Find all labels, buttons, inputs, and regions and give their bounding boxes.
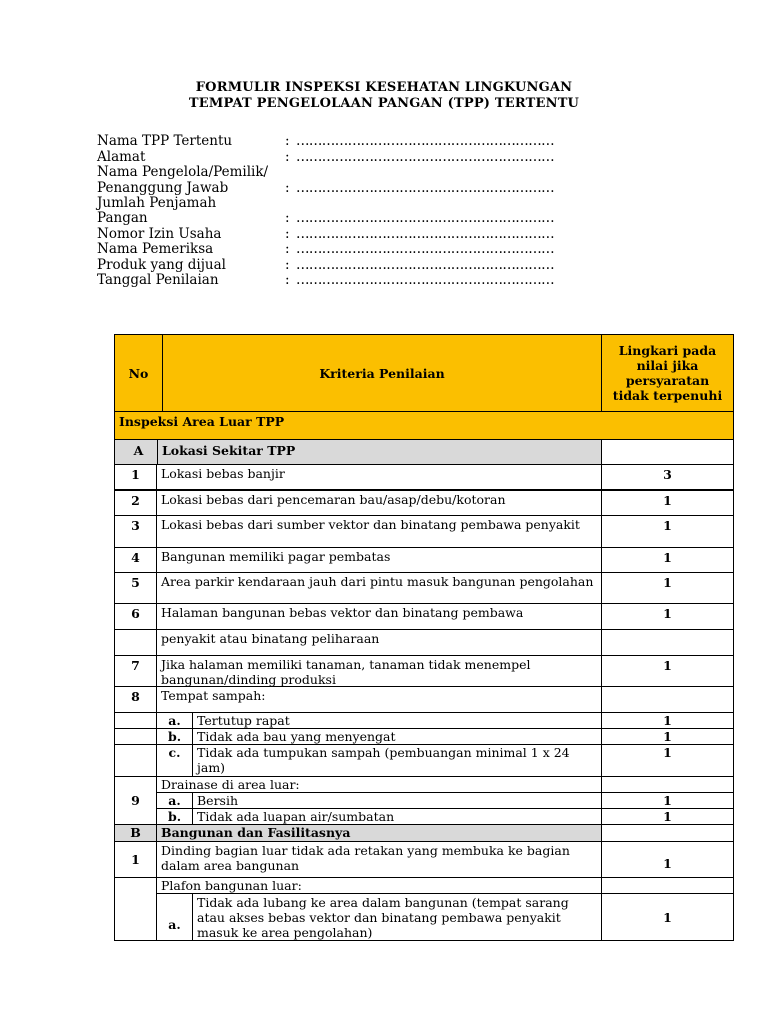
row-score [601,629,734,656]
row-plafon-a-letter: a. [156,893,193,941]
field-label: Nama Pengelola/Pemilik/ [97,164,269,180]
sub-row-no [114,712,157,729]
row-no: 8 [114,686,157,713]
sub-row-score: 1 [601,808,734,825]
row-criteria: Lokasi bebas dari pencemaran bau/asap/debu/kotoran [156,490,602,516]
row-score: 1 [601,515,734,548]
sub-row-no [114,728,157,745]
field-colon: : [285,149,290,165]
group-b-code: B [114,824,157,842]
sub-row-score: 1 [601,728,734,745]
row-9-no: 9 [114,776,157,825]
row-no [114,629,157,656]
sub-row-text: Tertutup rapat [192,712,602,729]
row-score: 1 [601,572,734,604]
row-score [601,686,734,713]
row-no: 4 [114,547,157,573]
group-a-title: Lokasi Sekitar TPP [157,439,602,465]
field-label: Jumlah Penjamah [97,195,217,211]
sub-row-letter: a. [156,712,193,729]
row-9-text: Drainase di area luar: [156,776,602,793]
field-label: Nomor Izin Usaha [97,226,222,242]
field-label: Nama Pemeriksa [97,241,214,257]
row-b1-text: Dinding bagian luar tidak ada retakan yang membuka ke bagian dalam area bangunan [156,841,602,878]
field-dots: …………………………………………………… [296,241,555,257]
row-criteria: Tempat sampah: [156,686,602,713]
field-dots: …………………………………………………… [296,149,555,165]
group-b-score [601,824,734,842]
field-dots: …………………………………………………… [296,133,555,149]
row-b1-no: 1 [114,841,157,878]
group-b-title: Bangunan dan Fasilitasnya [156,824,602,842]
row-score: 1 [601,490,734,516]
sub-row-score: 1 [601,792,734,809]
header-lingkari: Lingkari pada nilai jika persyaratan tidak terpenuhi [601,334,734,412]
field-colon: : [285,257,290,273]
row-criteria: Area parkir kendaraan jauh dari pintu masuk bangunan pengolahan [156,572,602,604]
sub-row-letter: a. [156,792,193,809]
row-b1-score: 1 [601,841,734,878]
field-label: Penanggung Jawab [97,180,229,196]
sub-row-letter: b. [156,808,193,825]
row-plafon-no [114,877,157,941]
row-criteria: Jika halaman memiliki tanaman, tanaman tidak menempel bangunan/dinding produksi [156,655,602,687]
sub-row-score: 1 [601,712,734,729]
field-colon: : [285,241,290,257]
row-no: 6 [114,603,157,630]
field-dots: …………………………………………………… [296,272,555,288]
sub-row-text: Tidak ada luapan air/sumbatan [192,808,602,825]
row-criteria: Bangunan memiliki pagar pembatas [156,547,602,573]
field-colon: : [285,210,290,226]
row-plafon-text: Plafon bangunan luar: [156,877,602,894]
field-colon: : [285,272,290,288]
sub-row-letter: c. [156,744,193,777]
group-a-score [601,439,734,465]
field-colon: : [285,226,290,242]
field-dots: …………………………………………………… [296,226,555,242]
sub-row-letter: b. [156,728,193,745]
field-dots: …………………………………………………… [296,210,555,226]
row-criteria: Halaman bangunan bebas vektor dan binatang pembawa [156,603,602,630]
form-title-line1: FORMULIR INSPEKSI KESEHATAN LINGKUNGAN [195,80,573,95]
field-dots: …………………………………………………… [296,180,555,196]
row-no: 2 [114,490,157,516]
row-plafon-a-text: Tidak ada lubang ke area dalam bangunan (tempat sarang atau akses bebas vektor dan binatang pembawa penyakit masuk ke area pengolahan) [192,893,602,941]
sub-row-score: 1 [601,744,734,777]
row-plafon-score [601,877,734,894]
field-dots: …………………………………………………… [296,257,555,273]
row-9-score [601,776,734,793]
sub-row-text: Tidak ada tumpukan sampah (pembuangan minimal 1 x 24 jam) [192,744,602,777]
field-label: Nama TPP Tertentu [97,133,233,149]
field-label: Tanggal Penilaian [97,272,219,288]
header-no: No [114,334,163,412]
section-area-luar: Inspeksi Area Luar TPP [114,411,734,440]
sub-row-text: Tidak ada bau yang menyengat [192,728,602,745]
row-criteria: penyakit atau binatang peliharaan [156,629,602,656]
field-label: Pangan [97,210,148,226]
field-colon: : [285,180,290,196]
header-kriteria: Kriteria Penilaian [162,334,602,412]
sub-row-no [114,744,157,777]
row-plafon-a-score: 1 [601,893,734,941]
row-no: 7 [114,655,157,687]
field-label: Produk yang dijual [97,257,226,273]
field-colon: : [285,133,290,149]
row-score: 1 [601,547,734,573]
row-criteria: Lokasi bebas dari sumber vektor dan binatang pembawa penyakit [156,515,602,548]
row-score: 3 [601,464,734,490]
sub-row-text: Bersih [192,792,602,809]
form-title-line2: TEMPAT PENGELOLAAN PANGAN (TPP) TERTENTU [188,96,580,111]
row-score: 1 [601,603,734,630]
field-label: Alamat [97,149,146,165]
row-no: 3 [114,515,157,548]
group-a-code: A [114,439,163,465]
row-score: 1 [601,655,734,687]
row-criteria: Lokasi bebas banjir [156,464,602,490]
row-no: 1 [114,464,157,490]
row-no: 5 [114,572,157,604]
